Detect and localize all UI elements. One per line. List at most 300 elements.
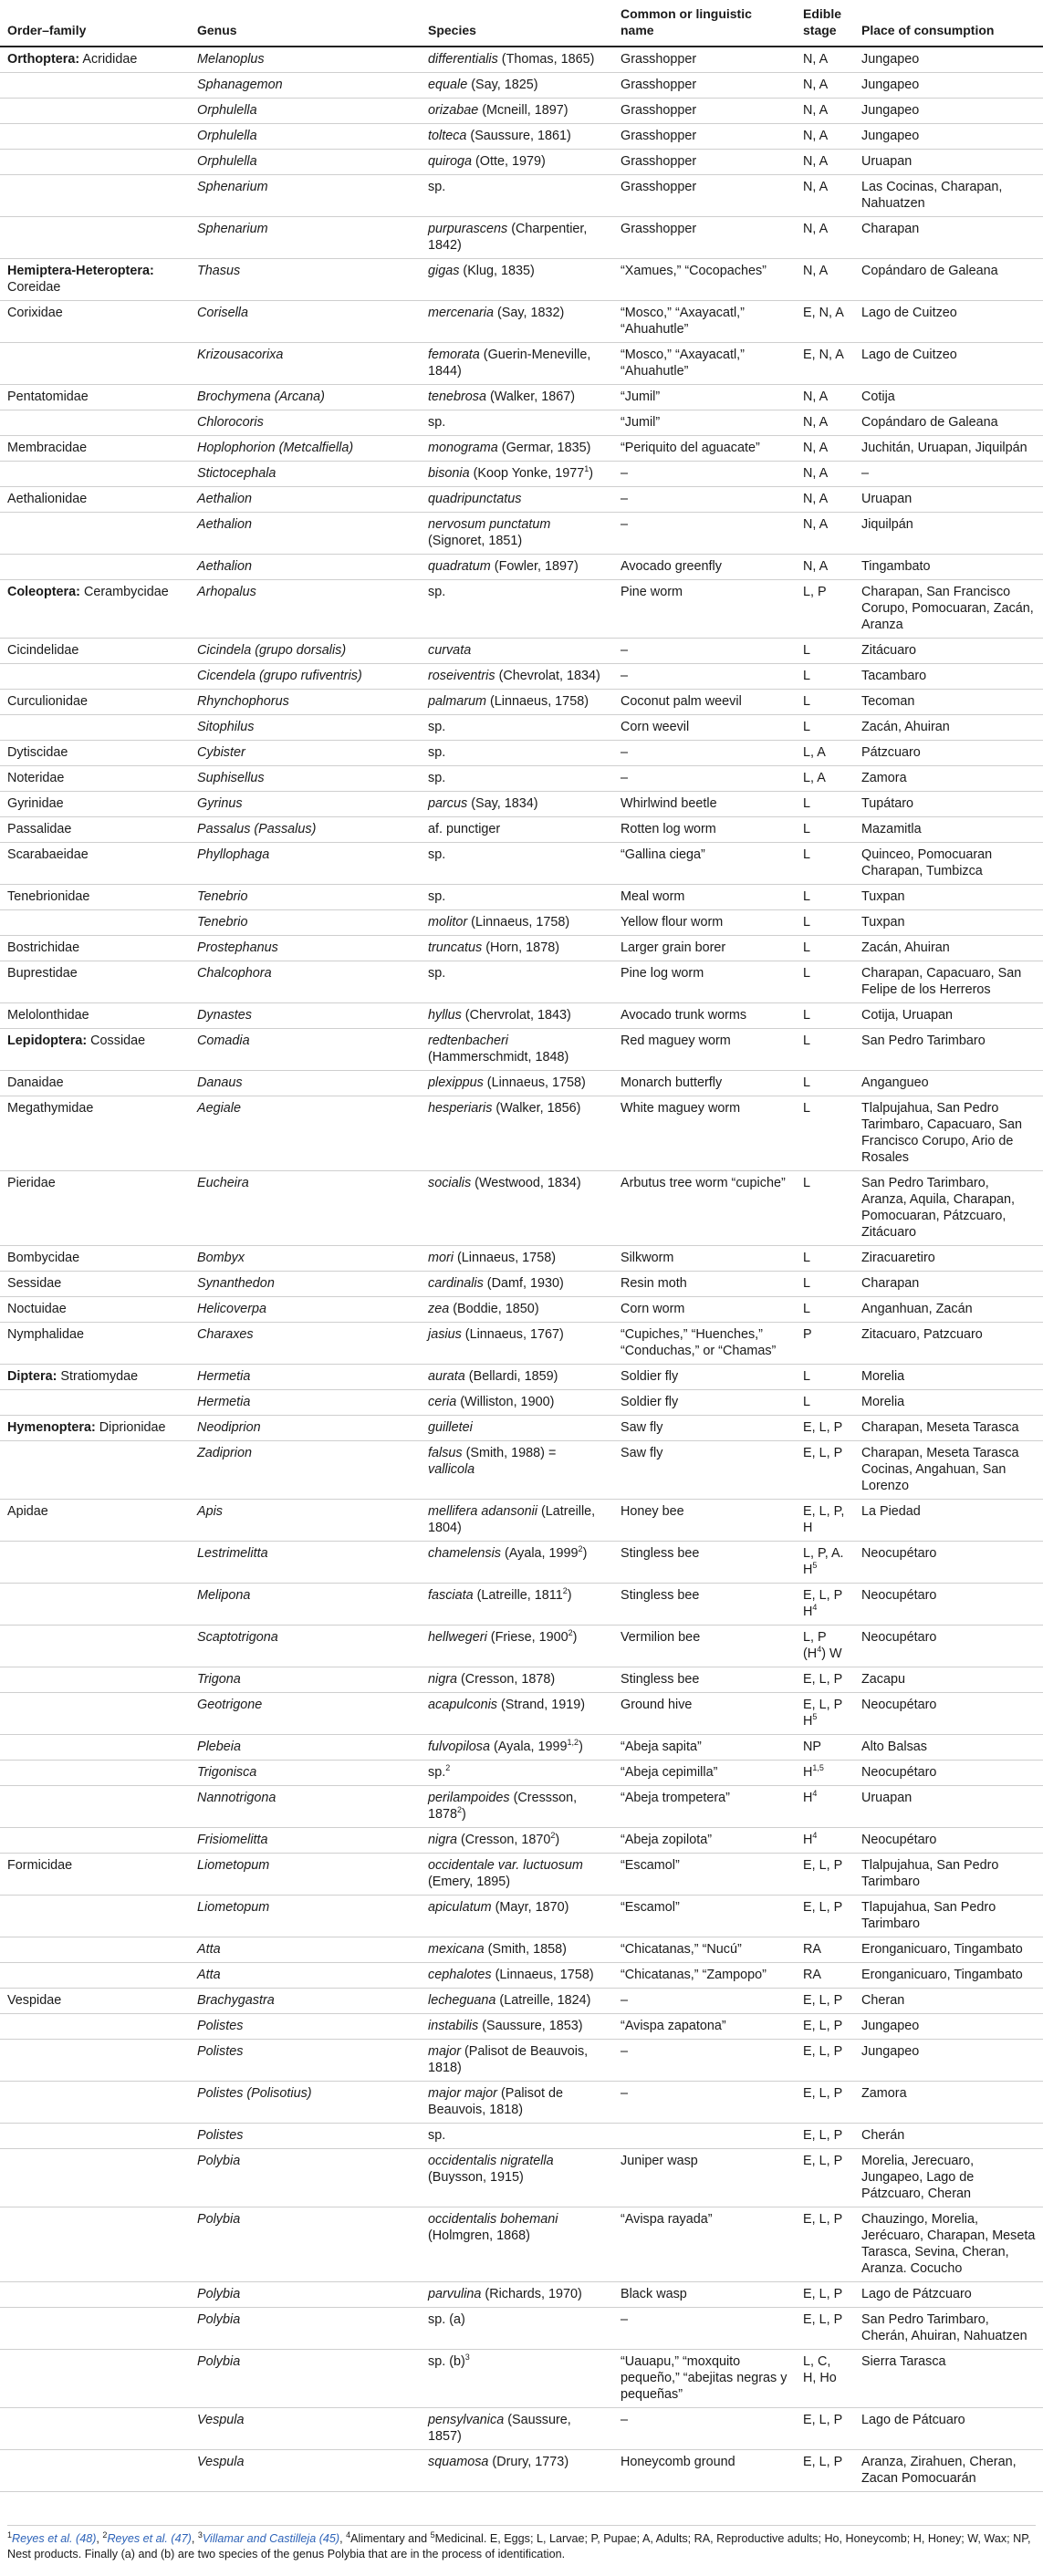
species-epithet: curvata [428,643,472,659]
table-row [0,1500,1043,1542]
order-family-cell [0,1963,190,1989]
species-epithet: parvulina [428,2287,482,2302]
common-name-cell: Soldier fly [613,1390,796,1416]
edible-stage-cell [796,2149,854,2207]
stage-text: N, A [803,264,829,279]
genus-cell: Polybia [190,2308,421,2350]
species-authority: (Bellardi, 1859) [464,1369,558,1385]
table-row [0,2207,1043,2282]
species-epithet: quadratum [428,559,491,575]
genus-cell: Polistes [190,2014,421,2040]
order-family-cell [0,910,190,936]
common-name-cell: Meal worm [613,885,796,910]
stage-text: L, P [803,585,827,600]
stage-text: L [803,1075,811,1091]
genus-cell: Apis [190,1500,421,1542]
species-epithet: gigas [428,264,460,279]
species-epithet: mexicana [428,1942,485,1958]
order-family-cell [0,961,190,1003]
species-epithet: acapulconis [428,1698,498,1713]
order-family-cell [0,150,190,175]
genus-cell: Charaxes [190,1323,421,1365]
table-row [0,487,1043,513]
place-cell: Neocupétaro [854,1828,1043,1854]
stage-text: E, L, P [803,1672,843,1688]
order-family-cell [0,385,190,410]
species-cell [421,555,613,580]
order-family-cell [0,817,190,843]
genus-cell: Tenebrio [190,885,421,910]
species-authority: (Westwood, 1834) [471,1176,581,1191]
header-place: Place of consumption [854,0,1043,47]
order-family-cell [0,1365,190,1390]
species-cell [421,664,613,690]
stage-text: RA [803,1942,821,1958]
species-epithet: lecheguana [428,1993,496,2009]
species-cell [421,1441,613,1500]
stage-text: E, L, P [803,2019,843,2034]
order-family-cell [0,843,190,885]
genus-cell: Hermetia [190,1390,421,1416]
table-row [0,1390,1043,1416]
place-cell: Zacán, Ahuiran [854,936,1043,961]
genus-cell: Cybister [190,741,421,766]
stage-text: E, L, P [803,1858,843,1874]
order-family-cell [0,664,190,690]
species-cell [421,73,613,99]
genus-cell: Comadia [190,1029,421,1071]
table-row [0,462,1043,487]
stage-text: E, L, P H [803,1698,842,1729]
order-family-cell [0,639,190,664]
family-name: Pentatomidae [7,390,89,405]
family-name: Coreidae [7,280,61,296]
species-epithet: truncatus [428,940,483,956]
place-cell: Juchitán, Uruapan, Jiquilpán [854,436,1043,462]
order-family-cell [0,766,190,792]
common-name-cell: Grasshopper [613,99,796,124]
order-family-cell [0,301,190,343]
stage-text: N, A [803,222,829,237]
species-epithet: plexippus [428,1075,484,1091]
common-name-cell: – [613,664,796,690]
table-row [0,1003,1043,1029]
edible-stage-cell [796,175,854,217]
genus-cell: Polistes [190,2124,421,2149]
place-cell: Zamora [854,2082,1043,2124]
species-authority: (Damf, 1930) [483,1276,564,1292]
order-family-cell [0,885,190,910]
table-row [0,2124,1043,2149]
place-cell: Morelia [854,1390,1043,1416]
stage-text: E, L, P [803,2212,843,2228]
order-family-cell [0,1542,190,1584]
species-epithet: hellwegeri [428,1630,487,1646]
stage-text: E, N, A [803,348,844,363]
species-authority: (Latreille, 1824) [495,1993,591,2009]
species-cell [421,2149,613,2207]
species-cell [421,1246,613,1272]
species-cell [421,1071,613,1096]
species-authority: ) [462,1807,466,1823]
edible-stage-cell [796,766,854,792]
place-cell: Eronganicuaro, Tingambato [854,1963,1043,1989]
order-family-cell [0,2040,190,2082]
stage-text: N, A [803,154,829,170]
genus-cell: Frisiomelitta [190,1828,421,1854]
edible-stage-cell [796,2282,854,2308]
species-epithet: guilletei [428,1420,473,1436]
place-cell: Cotija, Uruapan [854,1003,1043,1029]
species-authority: (Cressson, 1878 [428,1791,578,1823]
species-cell [421,1828,613,1854]
common-name-cell: “Chicatanas,” “Zampopo” [613,1963,796,1989]
species-epithet: mercenaria [428,306,494,321]
edible-stage-cell [796,1441,854,1500]
order-family-cell [0,1896,190,1937]
stage-text: L [803,889,811,905]
genus-cell: Phyllophaga [190,843,421,885]
reference-sup: 3 [464,2353,470,2363]
genus-cell: Gyrinus [190,792,421,817]
edible-stage-cell [796,715,854,741]
table-row [0,2408,1043,2450]
species-authority: sp. [428,180,446,195]
stage-sup: 4 [812,1831,818,1841]
order-family-cell [0,2124,190,2149]
edible-stage-cell [796,462,854,487]
stage-text: L [803,915,811,930]
edible-stage-cell [796,1667,854,1693]
edible-stage-cell [796,47,854,73]
family-name: Scarabaeidae [7,847,89,863]
place-cell: Aranza, Zirahuen, Cheran, Zacan Pomocuarán [854,2450,1043,2492]
table-row [0,436,1043,462]
species-epithet: pensylvanica [428,2413,505,2428]
table-row [0,1323,1043,1365]
genus-cell: Sitophilus [190,715,421,741]
stage-text: N, A [803,559,829,575]
place-cell: Tacambaro [854,664,1043,690]
family-name: Tenebrionidae [7,889,90,905]
stage-text: E, L, P [803,2413,843,2428]
family-name: Stratiomydae [57,1369,139,1385]
edible-stage-cell [796,1693,854,1735]
species-authority: af. punctiger [428,822,501,837]
genus-cell: Danaus [190,1071,421,1096]
family-name: Noctuidae [7,1302,67,1317]
edible-stage-cell [796,639,854,664]
edible-stage-cell [796,259,854,301]
species-epithet: monograma [428,441,498,456]
footnote-reference[interactable]: Reyes et al. (47) [107,2532,192,2545]
edible-stage-cell [796,2308,854,2350]
family-name: Bostrichidae [7,940,80,956]
species-cell [421,1390,613,1416]
species-epithet: mellifera adansonii [428,1504,537,1520]
table-row [0,2308,1043,2350]
species-authority: ) [582,1546,588,1562]
order-family-cell [0,2450,190,2492]
stage-text: N, A [803,517,829,533]
table-row [0,99,1043,124]
place-cell: Neocupétaro [854,1626,1043,1667]
place-cell: San Pedro Tarimbaro [854,1029,1043,1071]
stage-text: N, A [803,466,829,482]
table-row [0,2149,1043,2207]
stage-text: L [803,796,811,812]
common-name-cell: Grasshopper [613,175,796,217]
place-cell: Angangueo [854,1071,1043,1096]
species-cell [421,1542,613,1584]
genus-cell: Cicindela (grupo dorsalis) [190,639,421,664]
edible-stage-cell [796,1416,854,1441]
species-authority: (Friese, 1900 [486,1630,568,1646]
order-family-cell [0,715,190,741]
stage-text: L [803,643,811,659]
place-cell: Anganhuan, Zacán [854,1297,1043,1323]
place-cell: Tlapujahua, San Pedro Tarimbaro [854,1896,1043,1937]
table-row [0,961,1043,1003]
common-name-cell: “Periquito del aguacate” [613,436,796,462]
table-row [0,513,1043,555]
footnote-sup: 2 [102,2529,108,2540]
table-row [0,1735,1043,1761]
place-cell: Cherán [854,2124,1043,2149]
species-cell [421,1584,613,1626]
stage-text: E, L, P [803,1993,843,2009]
order-family-cell [0,1390,190,1416]
species-cell [421,436,613,462]
order-family-cell [0,1828,190,1854]
species-epithet: vallicola [428,1462,475,1478]
common-name-cell: – [613,513,796,555]
species-authority: (Say, 1834) [467,796,538,812]
stage-text: L [803,669,811,684]
order-family-cell [0,410,190,436]
genus-cell: Liometopum [190,1854,421,1896]
edible-stage-cell [796,2040,854,2082]
species-epithet: cephalotes [428,1968,492,1983]
genus-cell: Liometopum [190,1896,421,1937]
species-authority: sp. [428,771,446,786]
family-name: Megathymidae [7,1101,94,1117]
species-authority: sp. [428,745,446,761]
stage-text: L [803,1176,811,1191]
edible-stage-cell [796,580,854,639]
species-epithet: major major [428,2086,497,2102]
edible-stage-cell [796,513,854,555]
species-cell [421,817,613,843]
species-cell [421,1416,613,1441]
common-name-cell: “Xamues,” “Cocopaches” [613,259,796,301]
stage-text: L, P (H [803,1630,827,1662]
common-name-cell: “Jumil” [613,385,796,410]
genus-cell: Tenebrio [190,910,421,936]
table-row [0,1761,1043,1786]
table-row [0,741,1043,766]
edible-stage-cell [796,741,854,766]
edible-stage-cell [796,217,854,259]
place-cell: Mazamitla [854,817,1043,843]
species-cell [421,843,613,885]
species-cell [421,1096,613,1171]
species-cell [421,936,613,961]
table-row [0,1896,1043,1937]
common-name-cell: Corn worm [613,1297,796,1323]
reference-sup: 1,2 [567,1738,579,1748]
species-authority: (Ayala, 1999 [490,1740,568,1755]
common-name-cell: “Abeja cepimilla” [613,1761,796,1786]
genus-cell: Melanoplus [190,47,421,73]
common-name-cell: Grasshopper [613,73,796,99]
common-name-cell: “Abeja trompetera” [613,1786,796,1828]
species-authority: (Linnaeus, 1758) [467,915,570,930]
species-epithet: cardinalis [428,1276,484,1292]
species-cell [421,1693,613,1735]
table-row [0,817,1043,843]
species-cell [421,2207,613,2282]
common-name-cell: Rotten log worm [613,817,796,843]
stage-text: E, L, P [803,2312,843,2328]
edible-stage-cell [796,1029,854,1071]
table-row [0,2450,1043,2492]
common-name-cell: Grasshopper [613,124,796,150]
stage-text: E, L, P [803,2287,843,2302]
order-family-cell [0,2014,190,2040]
species-authority: (Saussure, 1857) [428,2413,571,2445]
genus-cell: Polybia [190,2350,421,2408]
edible-stage-cell [796,1896,854,1937]
genus-cell: Stictocephala [190,462,421,487]
species-epithet: parcus [428,796,468,812]
common-name-cell: “Gallina ciega” [613,843,796,885]
order-family-cell [0,1854,190,1896]
genus-cell: Polybia [190,2149,421,2207]
species-authority: (Latreille, 1804) [428,1504,596,1536]
reference-sup: 2 [578,1544,583,1554]
species-authority: (Buysson, 1915) [428,2170,524,2186]
genus-cell: Zadiprion [190,1441,421,1500]
footnote-reference[interactable]: Reyes et al. (48) [12,2532,97,2545]
stage-sup: 5 [812,1561,818,1571]
place-cell: Tuxpan [854,910,1043,936]
order-family-cell [0,487,190,513]
stage-text: N, A [803,441,829,456]
genus-cell: Atta [190,1963,421,1989]
place-cell: Las Cocinas, Charapan, Nahuatzen [854,175,1043,217]
species-cell [421,1963,613,1989]
common-name-cell: Stingless bee [613,1542,796,1584]
genus-cell: Sphenarium [190,175,421,217]
place-cell: Tecoman [854,690,1043,715]
common-name-cell [613,2124,796,2149]
species-epithet: perilampoides [428,1791,510,1806]
species-epithet: squamosa [428,2455,489,2470]
place-cell: Alto Balsas [854,1735,1043,1761]
species-authority: sp. [428,2128,446,2144]
table-row [0,1963,1043,1989]
species-epithet: occidentalis bohemani [428,2212,558,2228]
header-edible-stage: Edible stage [796,0,854,47]
stage-text: E, N, A [803,306,844,321]
reference-sup: 1 [584,464,589,474]
species-cell [421,766,613,792]
order-family-cell [0,1071,190,1096]
table-row [0,1416,1043,1441]
species-epithet: nigra [428,1672,457,1688]
edible-stage-cell [796,1989,854,2014]
edible-stage-cell [796,1365,854,1390]
species-epithet: molitor [428,915,468,930]
place-cell: Jungapeo [854,73,1043,99]
common-name-cell: “Avispa zapatona” [613,2014,796,2040]
genus-cell: Geotrigone [190,1693,421,1735]
footnote-sup: 4 [346,2529,351,2540]
common-name-cell: Coconut palm weevil [613,690,796,715]
stage-text: L [803,847,811,863]
species-cell [421,1735,613,1761]
species-authority: (Linnaeus, 1758) [453,1251,556,1266]
footnote-reference[interactable]: Villamar and Castilleja (45) [202,2532,340,2545]
species-authority: (Horn, 1878) [482,940,559,956]
edible-stage-cell [796,150,854,175]
genus-cell: Vespula [190,2408,421,2450]
table-row [0,2014,1043,2040]
genus-cell: Thasus [190,259,421,301]
stage-text: L, A [803,771,826,786]
place-cell: Tuxpan [854,885,1043,910]
common-name-cell: “Mosco,” “Axayacatl,” “Ahuahutle” [613,343,796,385]
place-cell: Quinceo, Pomocuaran Charapan, Tumbizca [854,843,1043,885]
stage-sup: 4 [812,1789,818,1799]
edible-stage-cell [796,885,854,910]
order-family-cell [0,1735,190,1761]
species-epithet: socialis [428,1176,472,1191]
order-family-cell [0,47,190,73]
species-authority: (Palisot de Beauvois, 1818) [428,2044,589,2076]
common-name-cell: Grasshopper [613,217,796,259]
edible-stage-cell [796,2082,854,2124]
common-name-cell: – [613,487,796,513]
genus-cell: Lestrimelitta [190,1542,421,1584]
footnote-sup: 1 [7,2529,13,2540]
species-cell [421,1937,613,1963]
edible-stage-cell [796,961,854,1003]
table-body [0,47,1043,2492]
species-cell [421,2350,613,2408]
table-row [0,843,1043,885]
common-name-cell: Black wasp [613,2282,796,2308]
species-authority: (Cresson, 1878) [457,1672,556,1688]
edible-stage-cell [796,1500,854,1542]
species-authority: sp. [428,720,446,735]
common-name-cell: Honey bee [613,1500,796,1542]
species-cell [421,961,613,1003]
stage-sup: 4 [817,1645,822,1655]
place-cell: Jungapeo [854,47,1043,73]
stage-text: E, L, P [803,1420,843,1436]
order-family-cell [0,73,190,99]
stage-text: N, A [803,78,829,93]
stage-text: L, P, A. H [803,1546,844,1578]
header-common-name: Common or linguistic name [613,0,796,47]
stage-text: N, A [803,180,829,195]
species-epithet: bisonia [428,466,470,482]
species-cell [421,2408,613,2450]
common-name-cell: “Avispa rayada” [613,2207,796,2282]
species-cell [421,741,613,766]
